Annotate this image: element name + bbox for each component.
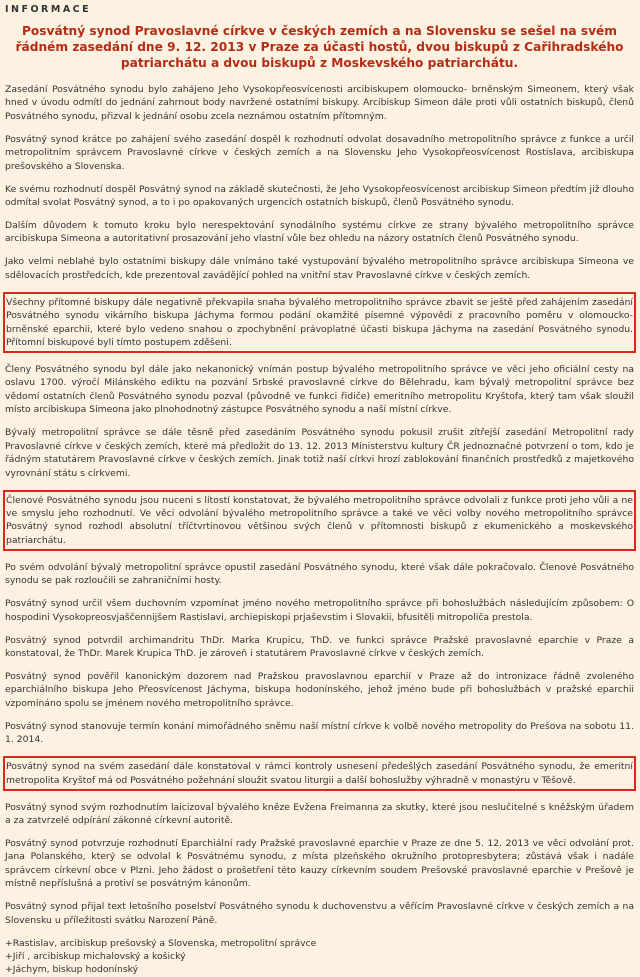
signature-line: +Rastislav, arcibiskup prešovský a Slovenska, metropolitní správce	[5, 937, 317, 949]
paragraph: Zasedání Posvátného synodu bylo zahájeno Jeho Vysokopřeosvícenosti arcibiskupem olomoucko- brněnským Simeonem, který však hned v úvodu odmítl do jednání zahrnout body navržené ostatními biskupy. Arcibiskup Simeon dále proti vůli ostatních biskupů, členů Posvátného synodu, přizval k jednání osobu zcela neznámou ostatním přítomným.	[5, 84, 634, 122]
paragraph: Posvátný synod potvrzuje rozhodnutí Eparchiální rady Pražské pravoslavné eparchie v Praze ze dne 5. 12. 2013 ve věci odvolání prot. Jana Polanského, který se odvolal k Posvátnému synodu, z místa plzeňského okružního protopresbytera; zůstává však i nadále správcem církevní obce v Plzni. Jeho žádost o prošetření této kauzy církevním soudem Prešovské pravoslavné eparchie v Prešově je místně nepříslušná a protiví se posvátným kánonům.	[5, 837, 634, 890]
paragraph: Posvátný synod krátce po zahájení svého zasedání dospěl k rozhodnutí odvolat dosavadního metropolitního správce z funkce a určil metropolitním správcem Pravoslavné církve v českých zemích a na Slovensku Jeho Vysokopřeosvícenost Rostislava, arcibiskupa prešovského a Slovenska.	[5, 133, 634, 172]
paragraph: Ke svému rozhodnutí dospěl Posvátný synod na základě skutečnosti, že Jeho Vysokopřeosvícenost arcibiskup Simeon předtím již dlouho odmítal svolat Posvátný synod, a to i po opakovaných urgencích ostatních biskupů, členů Posvátného synodu.	[5, 183, 634, 209]
highlighted-paragraph: Členové Posvátného synodu jsou nuceni s lítostí konstatovat, že bývalého metropolitního správce odvolali z funkce proti jeho vůli a ne ve smyslu jeho rozhodnutí. Ve věci odvolání bývalého metropolitního správce a také ve věci volby nového metropolitního správce Posvátný synod rozhodl absolutní tříčtvrtinovou většinou svých členů v přítomnosti biskupů z ekumenického a moskevského patriarchátu.	[3, 490, 636, 552]
paragraph: Členy Posvátného synodu byl dále jako nekanonický vnímán postup bývalého metropolitního správce ve věci jeho oficiální cesty na oslavu 1700. výročí Milánského ediktu na pozvání Srbské pravoslavné církve do Bělehradu, kam bývalý metropolitní správce bez vědomí ostatních členů Posvátného synodu pozval (původně ve funkci řidiče) emeritního metropolitu Kryštofa, který tam však sloužil místo arcibiskupa Simeona jako plnohodnotný zástupce Posvátného synodu a naší místní církve.	[5, 364, 634, 416]
paragraph: Posvátný synod přijal text letošního poselství Posvátného synodu k duchovenstvu a věřícím Pravoslavné církve v českých zemích a na Slovensku u příležitosti svátku Narození Páně.	[5, 901, 634, 926]
highlighted-paragraph: Posvátný synod na svém zasedání dále konstatoval v rámci kontroly usnesení předešlých zasedání Posvátného synodu, že emeritní metropolita Kryštof má od Posvátného požehnání sloužit svatou liturgii a další bohoslužby výhradně v monastýru v Těšově.	[3, 756, 636, 791]
highlighted-paragraph: Všechny přítomné biskupy dále negativně překvapila snaha bývalého metropolitního správce zbavit se ještě před zahájením zasedání Posvátného synodu vikárního biskupa Jáchyma formou podání okamžité písemné výpovědi z pracovního poměru v olomoucko-brněnské eparchii, které bylo vedeno snahou o zpochybnění právoplatné účasti biskupa Jáchyma na zasedání Posvátného synodu. Přítomní biskupové byli tímto postupem zděšeni.	[3, 292, 636, 354]
paragraph: Dalším důvodem k tomuto kroku bylo nerespektování synodálního systému církve ze strany bývalého metropolitního správce arcibiskupa Simeona a autoritativní prosazování jeho vlastní vůle bez ohledu na názory ostatních členů Posvátného synodu.	[5, 220, 634, 245]
paragraph: Posvátný synod pověřil kanonickým dozorem nad Pražskou pravoslavnou eparchií v Praze až do intronizace řádně zvoleného eparchiálního biskupa Jeho Přeosvícenost Jáchyma, biskupa hodonínského, jehož jméno bude při bohoslužbách v pražské eparchii vzpomínáno spolu se jménem nového metropolitního správce.	[5, 670, 634, 709]
paragraph: Posvátný synod určil všem duchovním vzpomínat jméno nového metropolitního správce při bohoslužbách následujícím způsobem: O hospodini Vysokopreosvjaščennijšem Rastislavi, archiepiskopi prjaševstim i Slovakii, bfusitěli mitropoliča prestola.	[5, 598, 634, 623]
signature-line: +Jiří , arcibiskup michalovský a košický	[5, 951, 186, 962]
signature-line: +Jáchym, biskup hodonínský	[5, 964, 139, 976]
article-headline: Posvátný synod Pravoslavné církve v českých zemích a na Slovensku se sešel na svém řádném zasedání dne 9. 12. 2013 v Praze za účasti hostů, dvou biskupů z Cařihradského patriarchátu a dvou biskupů z Moskevského patriarchátu.	[15, 24, 624, 70]
paragraph: Posvátný synod stanovuje termín konání mimořádného sněmu naší místní církve k volbě nového metropolity do Prešova na sobotu 11. 1. 2014.	[5, 720, 634, 746]
paragraph: Posvátný synod potvrdil archimandritu ThDr. Marka Krupicu, ThD. ve funkci správce Pražské pravoslavné eparchie v Praze a konstatoval, že ThDr. Marek Krupica ThD. je zároveň i statutárem Pravoslavné církve v českých zemích.	[5, 634, 634, 659]
paragraph: Posvátný synod svým rozhodnutím laicizoval bývalého kněze Evženа Freimanna za skutky, které jsou neslučitelné s kněžským úřadem a za zatvrzelé odpírání zákonné církevní autoritě.	[5, 801, 634, 826]
paragraph: Po svém odvolání bývalý metropolitní správce opustil zasedání Posvátného synodu, které však dále pokračovalo. Členové Posvátného synodu se pak rozloučili se zahraničními hosty.	[5, 561, 634, 587]
paragraph: Jako velmi neblahé bylo ostatními biskupy dále vnímáno také vystupování bývalého metropolitního správce arcibiskupa Simeona ve sdělovacích prostředcích, kde prezentoval zavádějící pohled na vnitřní stav Pravoslavné církve v českých zemích.	[5, 256, 634, 281]
article-body	[4, 83, 635, 927]
paragraph: Bývalý metropolitní správce se dále těsně před zasedáním Posvátného synodu pokusil zrušit zítřejší zasedání Metropolitní rady Pravoslavné církve v českých zemích, které má předložit do 13. 12. 2013 Ministerstvu kultury ČR jednoznačné potvrzení o tom, kdo je řádným statutárem Pravoslavné církve v českých zemích. Jinak totiž naší církvi hrozí zablokování finančních prostředků z majetkového vyrovnání státu s církvemi.	[5, 427, 634, 479]
section-label: INFORMACE	[5, 4, 92, 15]
signature-list	[4, 937, 635, 977]
